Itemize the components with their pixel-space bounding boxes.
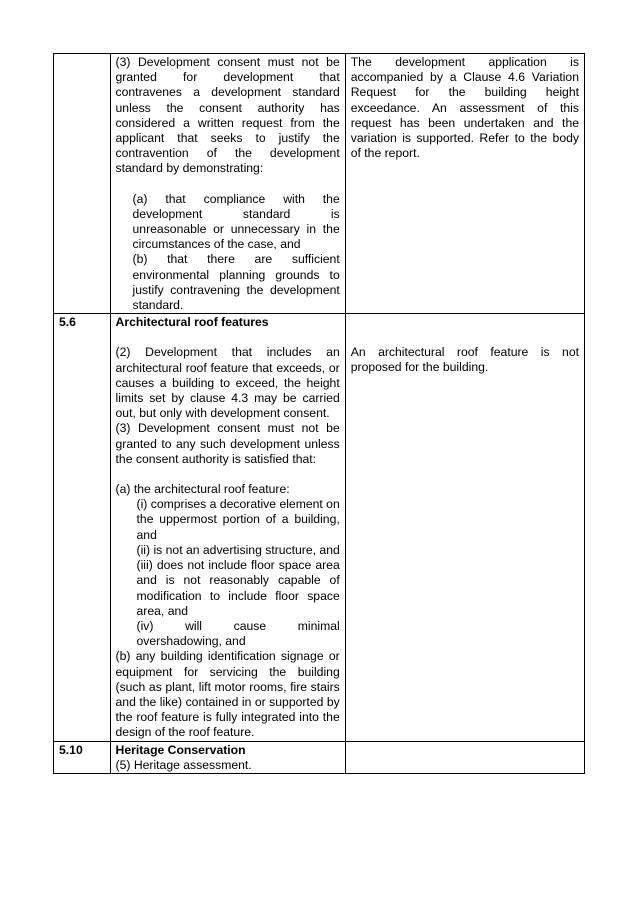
comment-cell (345, 314, 584, 741)
clause-number-cell: 5.6 (54, 314, 111, 741)
comment-text: An architectural roof feature is not proposed for the building. (350, 345, 579, 375)
clause-subitem-b: (b) any building identification signage or equipment for servicing the building (such as plant, lift motor rooms, fire stairs and the like) contained in or supported by the roof feature is fully integrated into the design of the roof feature. (115, 649, 340, 740)
clause-heading: Heritage Conservation (115, 742, 246, 757)
clause-paragraph: (2) Development that includes an architectural roof feature that exceeds, or causes a building to exceed, the height limits set by clause 4.3 may be carried out, but only with development consent. (115, 345, 340, 421)
table-row (54, 741, 585, 773)
clause-subitem-iv: (iv) will cause minimal overshadowing, and (136, 618, 340, 649)
comment-cell (345, 54, 584, 314)
compliance-table (53, 53, 585, 774)
clause-subitem-iii: (iii) does not include floor space area and is not reasonably capable of modification to include floor space area, and (136, 558, 340, 618)
clause-paragraph: (3) Development consent must not be granted for development that contravenes a development standard unless the consent authority has considered a written request from the applicant that seeks to justify the contravention of the development standard by demonstrating: (115, 55, 340, 176)
clause-paragraph: (5) Heritage assessment. (115, 757, 252, 772)
clause-paragraph: (3) Development consent must not be granted to any such development unless the consent authority is satisfied that: (115, 421, 340, 466)
clause-heading: Architectural roof features (115, 315, 269, 330)
clause-subitem-a: (a) the architectural roof feature: (115, 482, 290, 497)
clause-text-cell (110, 54, 345, 314)
comment-text: The development application is accompanied by a Clause 4.6 Variation Request for the building height exceedance. An assessment of this request has been undertaken and the variation is supported. Refer to the body of the report. (350, 55, 579, 161)
clause-subitem-i: (i) comprises a decorative element on the uppermost portion of a building, and (136, 497, 340, 542)
clause-subitem-a: (a) that compliance with the development standard is unreasonable or unnecessary in the circumstances of the case, and (132, 191, 340, 252)
table-row (54, 54, 585, 314)
table-row (54, 314, 585, 741)
clause-subitem-b: (b) that there are sufficient environmental planning grounds to justify contravening the development standard. (132, 252, 340, 313)
clause-number-cell (54, 54, 111, 314)
clause-subitem-ii: (ii) is not an advertising structure, and (136, 542, 340, 557)
clause-text-cell (110, 314, 345, 741)
clause-text-cell (110, 741, 345, 773)
clause-number-cell: 5.10 (54, 741, 111, 773)
comment-cell (345, 741, 584, 773)
